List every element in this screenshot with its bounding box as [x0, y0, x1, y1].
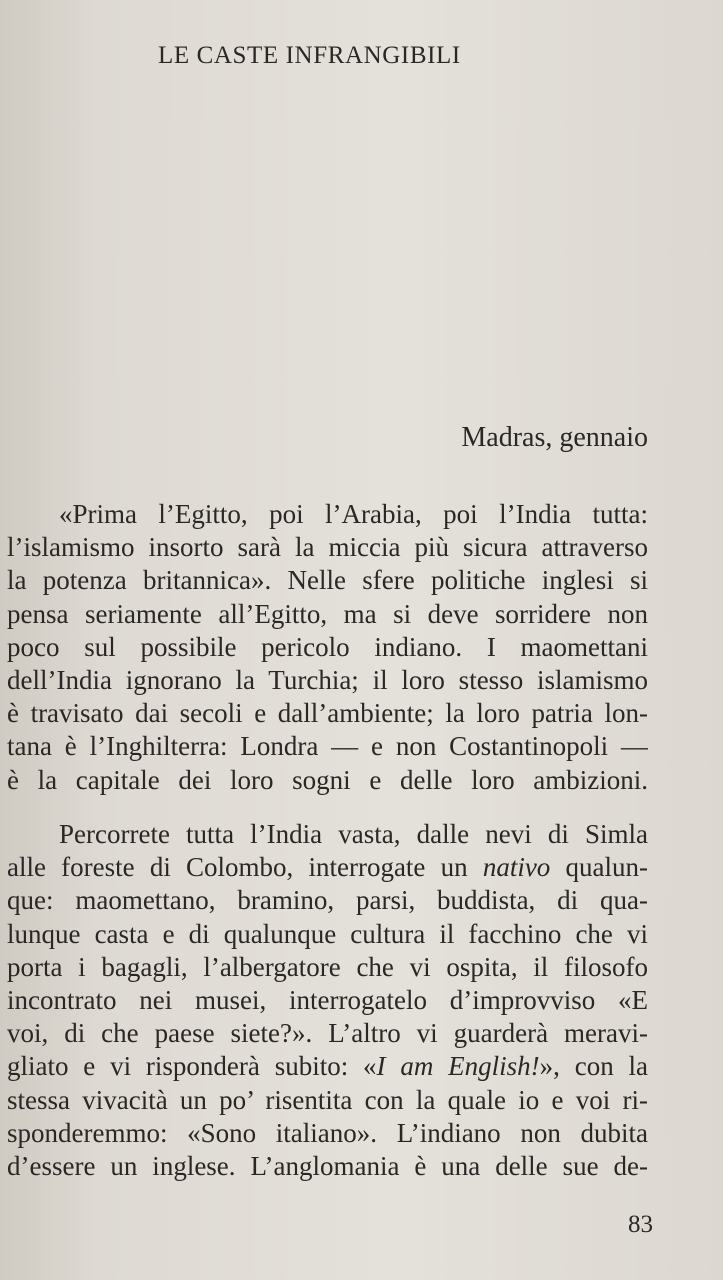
text-line: stessa vivacità un po’ risentita con la quale io e voi ri- — [7, 1084, 648, 1115]
text-line: Percorrete tutta l’India vasta, dalle nevi di Simla — [59, 819, 648, 849]
text-line: que: maomettano, bramino, parsi, buddista, di qua- — [7, 885, 648, 916]
text-segment: », con la — [539, 1051, 648, 1082]
paragraph-2 — [7, 818, 648, 1183]
text-line: tana è l’Inghilterra: Londra — e non Costantinopoli — — [7, 731, 648, 762]
text-segment: qualun- — [550, 852, 648, 883]
italic-phrase: I am English! — [376, 1051, 540, 1082]
running-header: LE CASTE INFRANGIBILI — [158, 42, 461, 69]
text-line: dell’India ignorano la Turchia; il loro stesso islamismo — [7, 664, 648, 695]
text-line: lunque casta e di qualunque cultura il facchino che vi — [7, 918, 648, 949]
text-line: la potenza britannica». Nelle sfere politiche inglesi si — [7, 565, 648, 596]
text-segment: alle foreste di Colombo, interrogate un — [7, 852, 483, 883]
text-line: porta i bagagli, l’albergatore che vi ospita, il filosofo — [7, 951, 648, 982]
text-line: d’essere un inglese. L’anglomania è una delle sue de- — [7, 1150, 648, 1181]
text-line: «Prima l’Egitto, poi l’Arabia, poi l’India tutta: — [59, 499, 648, 529]
italic-word: nativo — [482, 852, 551, 883]
text-line: l’islamismo insorto sarà la miccia più sicura attraverso — [7, 532, 648, 563]
dateline: Madras, gennaio — [461, 422, 648, 453]
text-line: poco sul possibile pericolo indiano. I maomettani — [7, 631, 648, 662]
text-line — [7, 851, 648, 884]
text-line: voi, di che paese siete?». L’altro vi guarderà meravi- — [7, 1018, 648, 1049]
page-number: 83 — [628, 1211, 653, 1238]
text-line: è travisato dai secoli e dall’ambiente; la loro patria lon- — [7, 698, 648, 729]
text-line: sponderemmo: «Sono italiano». L’indiano non dubita — [7, 1117, 648, 1148]
text-line: è la capitale dei loro sogni e delle loro ambizioni. — [7, 764, 648, 795]
text-line: pensa seriamente all’Egitto, ma si deve sorridere non — [7, 598, 648, 629]
paragraph-1 — [7, 498, 648, 797]
text-line — [7, 1050, 648, 1083]
text-line: incontrato nei musei, interrogatelo d’improvviso «E — [7, 984, 648, 1015]
text-segment: gliato e vi risponderà subito: « — [7, 1051, 377, 1082]
